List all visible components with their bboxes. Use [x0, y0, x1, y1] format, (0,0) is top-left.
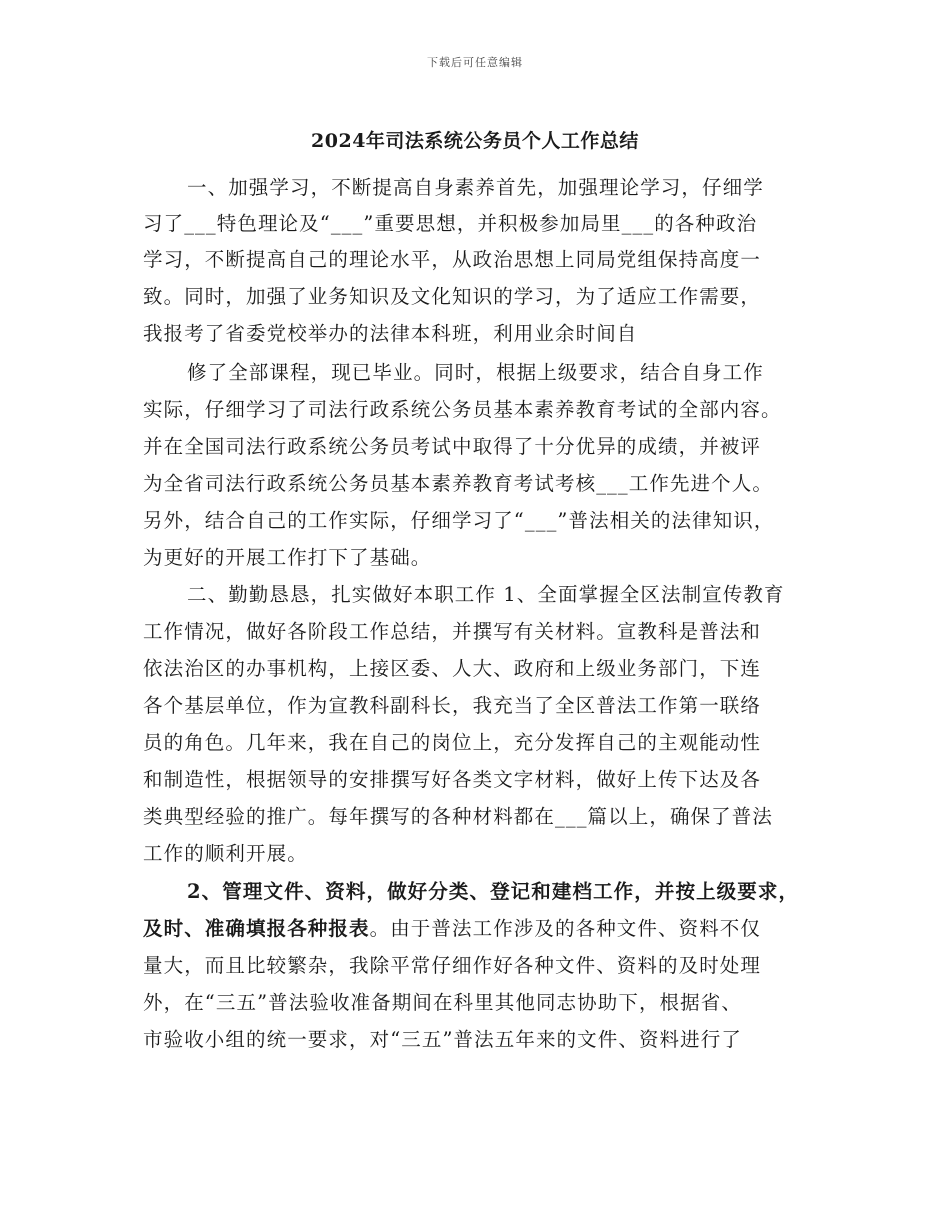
paragraph-line: 工作的顺利开展。: [143, 842, 308, 865]
paragraph-line: 员的角色。几年来，我在自己的岗位上，充分发挥自己的主观能动性: [143, 731, 762, 754]
paragraph-line: 类典型经验的推广。每年撰写的各种材料都在___篇以上，确保了普法: [143, 805, 773, 828]
paragraph-line: 我报考了省委党校举办的法律本科班，利用业余时间自: [143, 322, 638, 345]
paragraph-line: 另外，结合自己的工作实际，仔细学习了“___”普法相关的法律知识，: [143, 509, 775, 532]
paragraph-line: 致。同时，加强了业务知识及文化知识的学习，为了适应工作需要，: [143, 285, 762, 308]
paragraph-line: 外，在“三五”普法验收准备期间在科里其他同志协助下，根据省、: [143, 991, 742, 1014]
paragraph-line: 为全省司法行政系统公务员基本素养教育考试考核___工作先进个人。: [143, 472, 773, 495]
paragraph-line: 二、勤勤恳恳，扎实做好本职工作 1、全面掌握全区法制宣传教育: [187, 583, 785, 606]
bold-heading-fragment: 及时、准确填报各种报表: [143, 917, 370, 940]
paragraph-line: 市验收小组的统一要求，对“三五”普法五年来的文件、资料进行了: [143, 1028, 742, 1051]
paragraph-line: 习了___特色理论及“___”重要思想，并积极参加局里___的各种政治: [143, 212, 758, 235]
paragraph-line: 量大，而且比较繁杂，我除平常仔细作好各种文件、资料的及时处理: [143, 954, 762, 977]
paragraph-line: 为更好的开展工作打下了基础。: [143, 546, 432, 569]
paragraph-line: 工作情况，做好各阶段工作总结，并撰写有关材料。宣教科是普法和: [143, 620, 762, 643]
header-note: 下载后可任意编辑: [427, 56, 523, 69]
document-title: 2024年司法系统公务员个人工作总结: [311, 130, 639, 152]
paragraph-line: 实际，仔细学习了司法行政系统公务员基本素养教育考试的全部内容。: [143, 398, 782, 421]
paragraph-line-bold: 2、管理文件、资料，做好分类、登记和建档工作，并按上级要求，: [187, 880, 800, 903]
paragraph-line: 并在全国司法行政系统公务员考试中取得了十分优异的成绩，并被评: [143, 435, 762, 458]
paragraph-line: 学习，不断提高自己的理论水平，从政治思想上同局党组保持高度一: [143, 248, 762, 271]
paragraph-line: 依法治区的办事机构，上接区委、人大、政府和上级业务部门，下连: [143, 657, 762, 680]
paragraph-line: 各个基层单位，作为宣教科副科长，我充当了全区普法工作第一联络: [143, 694, 762, 717]
paragraph-line: 和制造性，根据领导的安排撰写好各类文字材料，做好上传下达及各: [143, 768, 762, 791]
body-fragment: 。由于普法工作涉及的各种文件、资料不仅: [369, 917, 762, 940]
paragraph-line: 修了全部课程，现已毕业。同时，根据上级要求，结合自身工作: [187, 361, 764, 384]
paragraph-line: [143, 917, 761, 941]
paragraph-line: 一、加强学习，不断提高自身素养首先，加强理论学习，仔细学: [187, 176, 764, 199]
